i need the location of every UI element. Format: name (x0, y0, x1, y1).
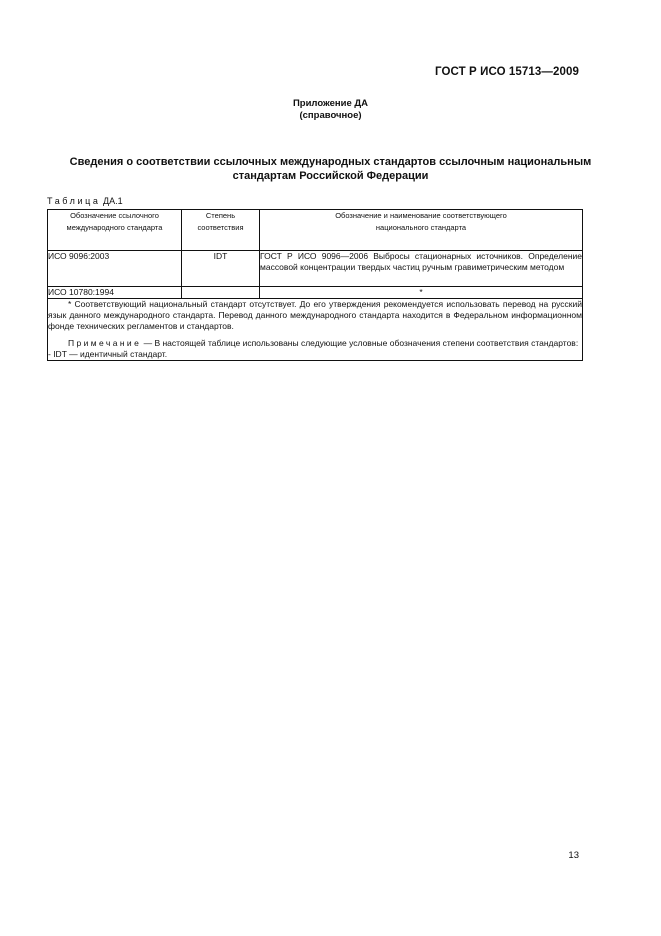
annex-subtitle: (справочное) (299, 110, 362, 121)
column-header-intl: Обозначение ссылочного международного стандарта (48, 210, 182, 251)
column-header-degree: Степень соответствия (182, 210, 260, 251)
document-code: ГОСТ Р ИСО 15713—2009 (434, 66, 579, 78)
note-label: Примечание (68, 338, 142, 348)
table-row (48, 251, 583, 287)
table-footer-row (48, 299, 583, 361)
annex-title: Приложение ДА (292, 98, 369, 109)
cell-national: ГОСТ Р ИСО 9096—2006 Выбросы стационарных источников. Определение массовой концентрации твердых частиц ручным гравиметрическим методом (260, 251, 583, 287)
page-number: 13 (568, 850, 579, 861)
note (48, 338, 582, 349)
cell-degree (182, 287, 260, 299)
table-row (48, 287, 583, 299)
note-item: - IDT — идентичный стандарт. (48, 349, 168, 359)
section-title-line2: стандартам Российской Федерации (232, 170, 429, 182)
cell-national: * (260, 287, 583, 299)
table-caption-number: ДА.1 (103, 196, 123, 206)
table-caption-word: Таблица (47, 196, 101, 206)
cell-intl: ИСО 9096:2003 (48, 251, 182, 287)
note-text: — В настоящей таблице использованы следующие условные обозначения степени соответствия стандартов: (143, 338, 579, 348)
annex-heading (0, 98, 661, 122)
table-header-row (48, 210, 583, 251)
column-header-national: Обозначение и наименование соответствующего национального стандарта (260, 210, 583, 251)
section-title (40, 155, 621, 183)
table-caption (47, 196, 123, 206)
table-footer (48, 299, 583, 361)
cell-intl: ИСО 10780:1994 (48, 287, 182, 299)
section-title-line1: Сведения о соответствии ссылочных международных стандартов ссылочным национальным (69, 156, 592, 168)
cell-degree: IDT (182, 251, 260, 287)
footnote: * Соответствующий национальный стандарт отсутствует. До его утверждения рекомендуется использовать перевод на русский язык данного международного стандарта. Перевод данного международного стандарта находится в Федеральном информационном фонде технических регламентов и стандартов. (48, 299, 582, 331)
standards-table (47, 209, 583, 361)
